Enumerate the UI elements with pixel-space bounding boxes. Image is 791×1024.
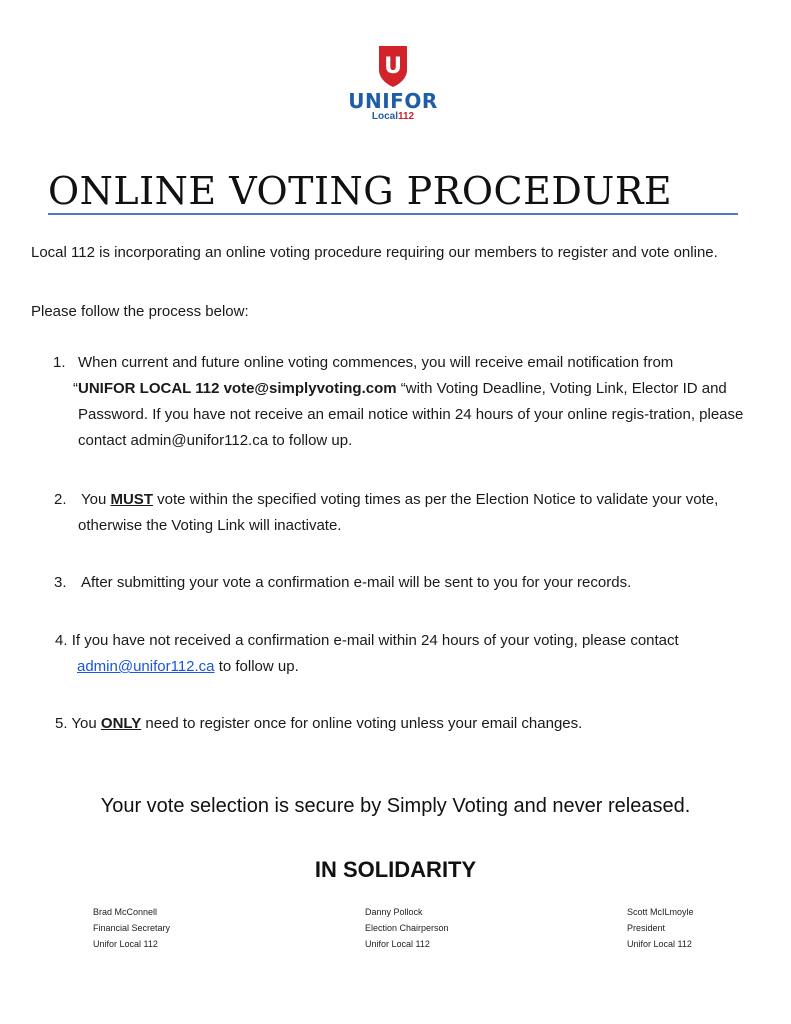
list-number: 1. [53, 354, 66, 371]
item-text: You [71, 715, 101, 732]
list-item [54, 487, 758, 539]
list-item [53, 350, 758, 454]
list-number: 4. [55, 632, 68, 649]
emphasis-only: ONLY [100, 715, 142, 732]
signatory-org: Unifor Local 112 [627, 939, 692, 949]
logo-local-number: 112 [397, 111, 415, 122]
logo-local-prefix: Local [371, 111, 398, 122]
list-item [54, 570, 758, 596]
list-item [55, 628, 760, 680]
signatory-name: Brad McConnell [93, 907, 158, 917]
item-text: to follow up. [214, 658, 299, 675]
item-text: need to register once for online voting unless your email changes. [141, 715, 583, 732]
item-text: vote within the specified voting times as per the Election Notice to validate your vote, otherwise the Voting Link will inactivate. [78, 491, 719, 534]
page-title: ONLINE VOTING PROCEDURE [48, 169, 673, 213]
shield-letter: U [384, 54, 402, 79]
signature-block [93, 904, 170, 952]
secure-statement: Your vote selection is secure by Simply Voting and never released. [100, 795, 691, 817]
title-underline [48, 213, 738, 215]
signature-block [627, 904, 694, 952]
admin-email-link[interactable]: admin@unifor112.ca [77, 658, 215, 675]
emphasis-must: MUST [110, 491, 153, 508]
signatory-role: President [627, 923, 666, 933]
list-number: 2. [54, 491, 67, 508]
logo-brand: UNIFOR [348, 89, 438, 113]
signature-block [365, 904, 449, 952]
item-text: You [81, 491, 111, 508]
unifor-logo [343, 44, 443, 123]
signatory-name: Scott McILmoyle [627, 907, 694, 917]
signatory-role: Election Chairperson [365, 923, 449, 933]
signatory-org: Unifor Local 112 [365, 939, 430, 949]
list-item [55, 711, 760, 737]
item-text: If you have not received a confirmation e-mail within 24 hours of your voting, please contact [71, 632, 679, 649]
signatory-org: Unifor Local 112 [93, 939, 158, 949]
closing-heading: IN SOLIDARITY [314, 857, 477, 882]
list-number: 3. [54, 574, 67, 591]
item-text: When current and future online voting commences, you will receive email notification from [78, 354, 674, 371]
item-text: After submitting your vote a confirmation e-mail will be sent to you for your records. [81, 574, 632, 591]
shield-icon [376, 44, 410, 88]
item-text: “with Voting Deadline, Voting Link, Elector ID and Password. If you have not receive an email notice within 24 hours of your online regis-tration, please contact admin@unifor112.ca to follow up. [78, 380, 744, 449]
list-number: 5. [55, 715, 68, 732]
signatory-role: Financial Secretary [93, 923, 171, 933]
open-quote: “ [73, 380, 78, 397]
sender-address: UNIFOR LOCAL 112 vote@simplyvoting.com [78, 380, 397, 397]
signatory-name: Danny Pollock [365, 907, 423, 917]
follow-instruction: Please follow the process below: [31, 303, 249, 320]
intro-paragraph: Local 112 is incorporating an online voting procedure requiring our members to register and vote online. [31, 244, 718, 261]
